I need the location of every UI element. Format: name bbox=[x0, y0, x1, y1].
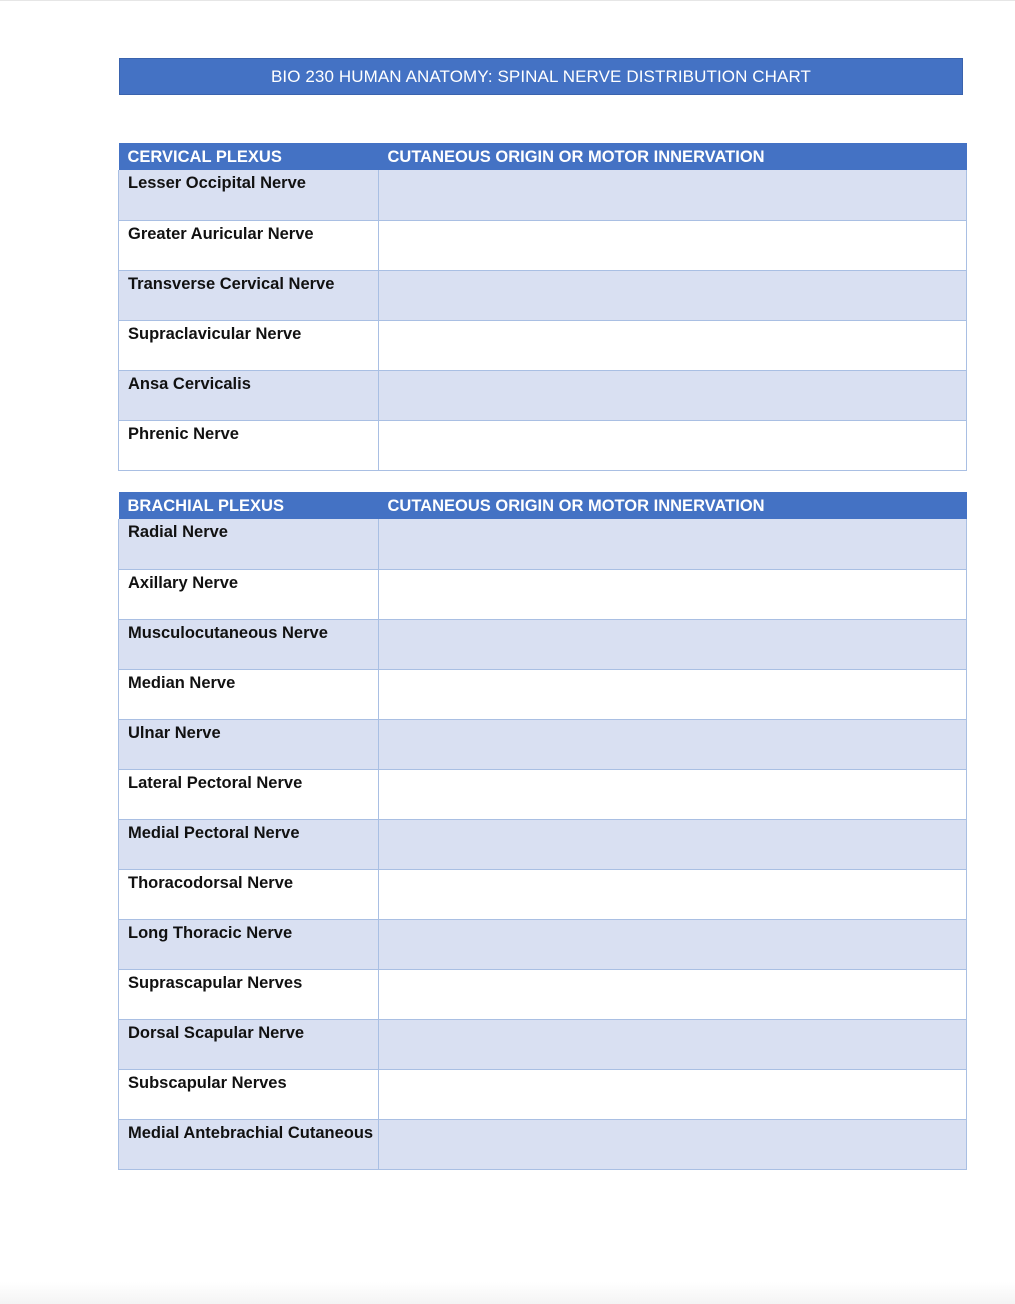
nerve-name-cell: Medial Antebrachial Cutaneous bbox=[119, 1119, 379, 1169]
cervical-plexus-rows bbox=[119, 170, 967, 470]
innervation-answer-cell[interactable] bbox=[379, 569, 967, 619]
innervation-answer-cell[interactable] bbox=[379, 1119, 967, 1169]
table-row bbox=[119, 769, 967, 819]
table-row bbox=[119, 1069, 967, 1119]
nerve-name-cell: Long Thoracic Nerve bbox=[119, 919, 379, 969]
innervation-answer-cell[interactable] bbox=[379, 869, 967, 919]
page-top-rule bbox=[0, 0, 1015, 1]
nerve-name-cell: Ansa Cervicalis bbox=[119, 370, 379, 420]
table-row bbox=[119, 719, 967, 769]
innervation-column-header: CUTANEOUS ORIGIN OR MOTOR INNERVATION bbox=[379, 144, 967, 171]
innervation-answer-cell[interactable] bbox=[379, 769, 967, 819]
innervation-answer-cell[interactable] bbox=[379, 1019, 967, 1069]
innervation-answer-cell[interactable] bbox=[379, 320, 967, 370]
nerve-name-cell: Dorsal Scapular Nerve bbox=[119, 1019, 379, 1069]
nerve-name-cell: Median Nerve bbox=[119, 669, 379, 719]
nerve-name-cell: Radial Nerve bbox=[119, 519, 379, 569]
innervation-answer-cell[interactable] bbox=[379, 1069, 967, 1119]
innervation-answer-cell[interactable] bbox=[379, 220, 967, 270]
nerve-name-cell: Phrenic Nerve bbox=[119, 420, 379, 470]
table-row bbox=[119, 869, 967, 919]
innervation-column-header: CUTANEOUS ORIGIN OR MOTOR INNERVATION bbox=[379, 493, 967, 520]
table-row bbox=[119, 1019, 967, 1069]
innervation-answer-cell[interactable] bbox=[379, 719, 967, 769]
table-row bbox=[119, 420, 967, 470]
page-title: BIO 230 HUMAN ANATOMY: SPINAL NERVE DISTRIBUTION CHART bbox=[119, 58, 963, 95]
nerve-name-cell: Suprascapular Nerves bbox=[119, 969, 379, 1019]
cervical-plexus-table bbox=[118, 143, 967, 471]
table-row bbox=[119, 669, 967, 719]
innervation-answer-cell[interactable] bbox=[379, 619, 967, 669]
table-row bbox=[119, 919, 967, 969]
table-header-row bbox=[119, 493, 967, 520]
nerve-name-cell: Lateral Pectoral Nerve bbox=[119, 769, 379, 819]
table-row bbox=[119, 969, 967, 1019]
innervation-answer-cell[interactable] bbox=[379, 669, 967, 719]
table-row bbox=[119, 819, 967, 869]
table-row bbox=[119, 569, 967, 619]
nerve-name-cell: Medial Pectoral Nerve bbox=[119, 819, 379, 869]
nerve-name-cell: Transverse Cervical Nerve bbox=[119, 270, 379, 320]
table-row bbox=[119, 270, 967, 320]
innervation-answer-cell[interactable] bbox=[379, 919, 967, 969]
nerve-name-cell: Axillary Nerve bbox=[119, 569, 379, 619]
nerve-name-cell: Supraclavicular Nerve bbox=[119, 320, 379, 370]
brachial-plexus-rows bbox=[119, 519, 967, 1169]
nerve-name-cell: Musculocutaneous Nerve bbox=[119, 619, 379, 669]
innervation-answer-cell[interactable] bbox=[379, 420, 967, 470]
nerve-name-cell: Lesser Occipital Nerve bbox=[119, 170, 379, 220]
table-row bbox=[119, 619, 967, 669]
brachial-plexus-header: BRACHIAL PLEXUS bbox=[119, 493, 379, 520]
brachial-plexus-table bbox=[118, 492, 967, 1170]
table-header-row bbox=[119, 144, 967, 171]
table-row bbox=[119, 370, 967, 420]
innervation-answer-cell[interactable] bbox=[379, 969, 967, 1019]
table-row bbox=[119, 220, 967, 270]
innervation-answer-cell[interactable] bbox=[379, 370, 967, 420]
innervation-answer-cell[interactable] bbox=[379, 819, 967, 869]
table-row bbox=[119, 519, 967, 569]
table-row bbox=[119, 320, 967, 370]
innervation-answer-cell[interactable] bbox=[379, 170, 967, 220]
innervation-answer-cell[interactable] bbox=[379, 270, 967, 320]
page-bottom-shadow bbox=[0, 1282, 1015, 1304]
nerve-name-cell: Greater Auricular Nerve bbox=[119, 220, 379, 270]
nerve-name-cell: Ulnar Nerve bbox=[119, 719, 379, 769]
innervation-answer-cell[interactable] bbox=[379, 519, 967, 569]
cervical-plexus-header: CERVICAL PLEXUS bbox=[119, 144, 379, 171]
nerve-name-cell: Thoracodorsal Nerve bbox=[119, 869, 379, 919]
nerve-name-cell: Subscapular Nerves bbox=[119, 1069, 379, 1119]
table-row bbox=[119, 170, 967, 220]
table-row bbox=[119, 1119, 967, 1169]
